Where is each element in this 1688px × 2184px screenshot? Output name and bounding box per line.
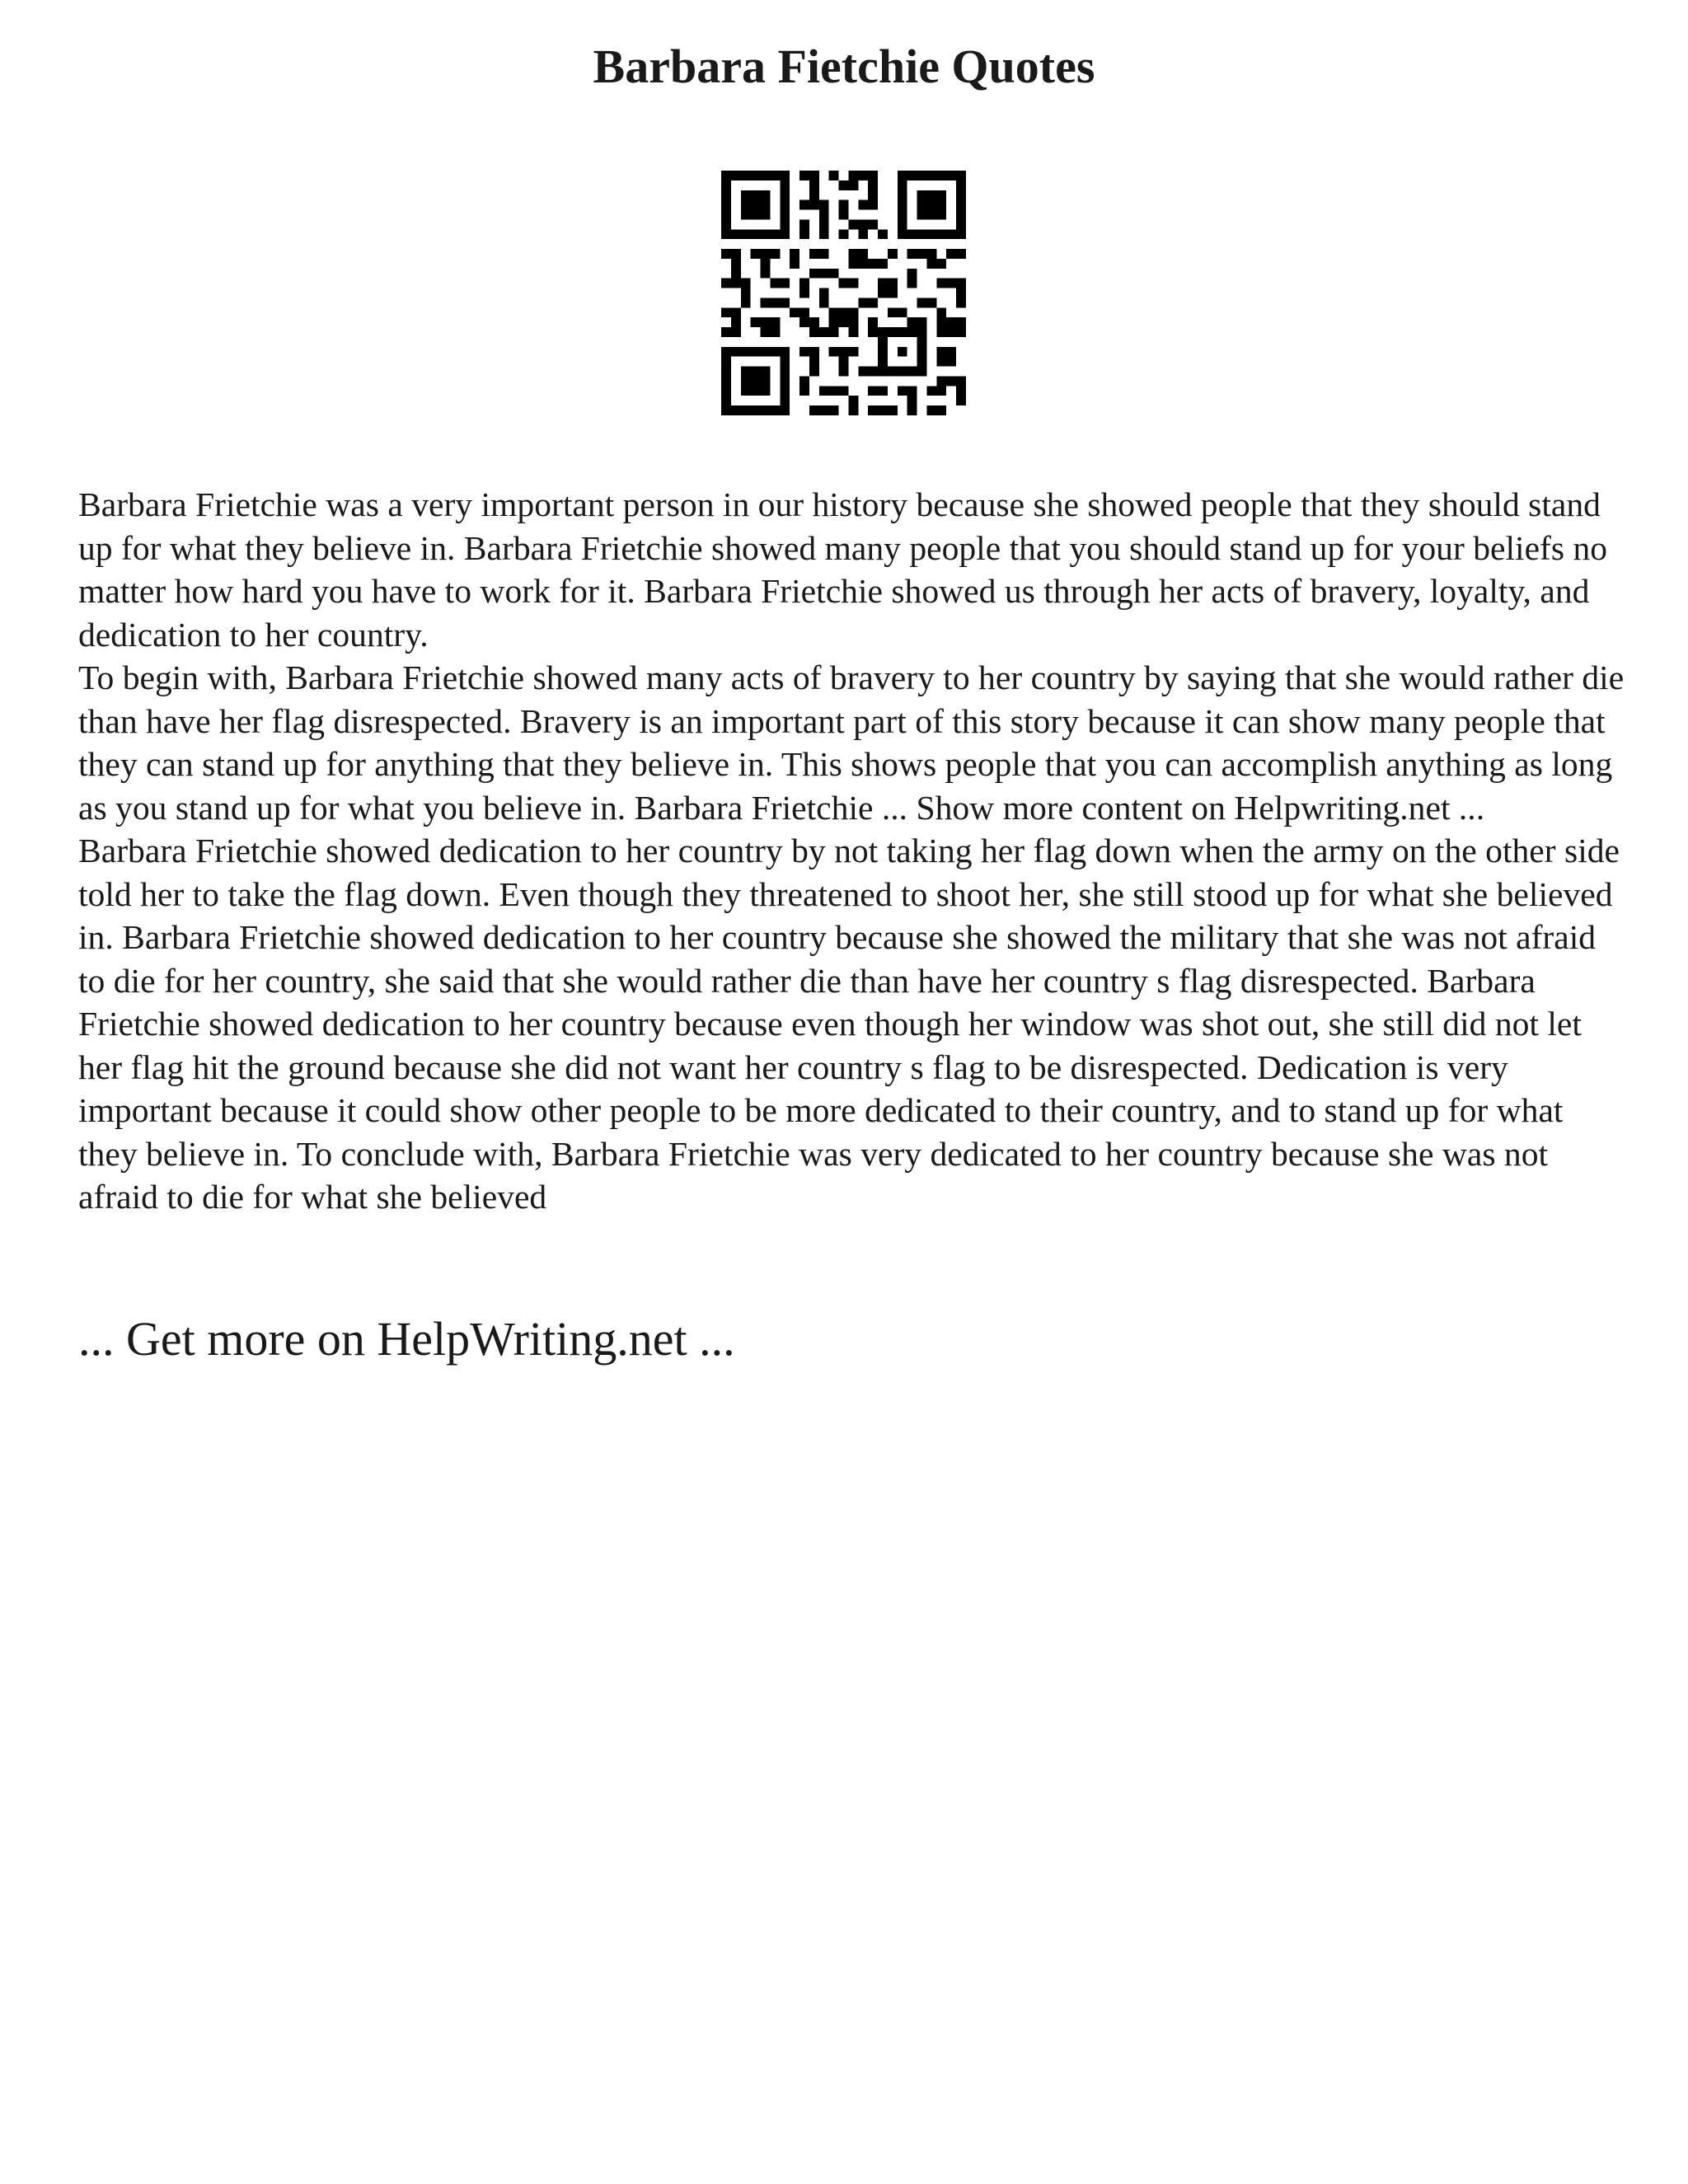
qr-code-icon	[721, 171, 966, 415]
paragraph-dedication: Barbara Frietchie showed dedication to her country by not taking her flag down when the army on the other side told her to take the flag down. Even though they threatened to shoot her, she still stood up for what she believed in. Barbara Frietchie showed dedication to her country because she showed the military that she was not afraid to die for her country, she said that she would rather die than have her country s flag disrespected. Barbara Frietchie showed dedication to her country because even though her window was shot out, she still did not let her flag hit the ground because she did not want her country s flag to be disrespected. Dedication is very important because it could show other people to be more dedicated to their country, and to stand up for what they believe in. To conclude with, Barbara Frietchie was very dedicated to her country because she was not afraid to die for what she believed	[78, 832, 1620, 1216]
get-more-link[interactable]: ... Get more on HelpWriting.net ...	[78, 1312, 735, 1366]
paragraph-intro: Barbara Frietchie was a very important person in our history because she showed people that they should stand up for what they believe in. Barbara Frietchie showed many people that you should stand up for your beliefs no matter how hard you have to work for it. Barbara Frietchie showed us through her acts of bravery, loyalty, and dedication to her country.	[78, 485, 1608, 654]
article-body	[78, 483, 1628, 1219]
paragraph-bravery: To begin with, Barbara Frietchie showed many acts of bravery to her country by saying that she would rather die than have her flag disrespected. Bravery is an important part of this story because it can show many people that they can stand up for anything that they believe in. This shows people that you can accomplish anything as long as you stand up for what you believe in. Barbara Frietchie ... Show more content on Helpwriting.net ...	[78, 658, 1625, 827]
page-title: Barbara Fietchie Quotes	[593, 40, 1095, 93]
